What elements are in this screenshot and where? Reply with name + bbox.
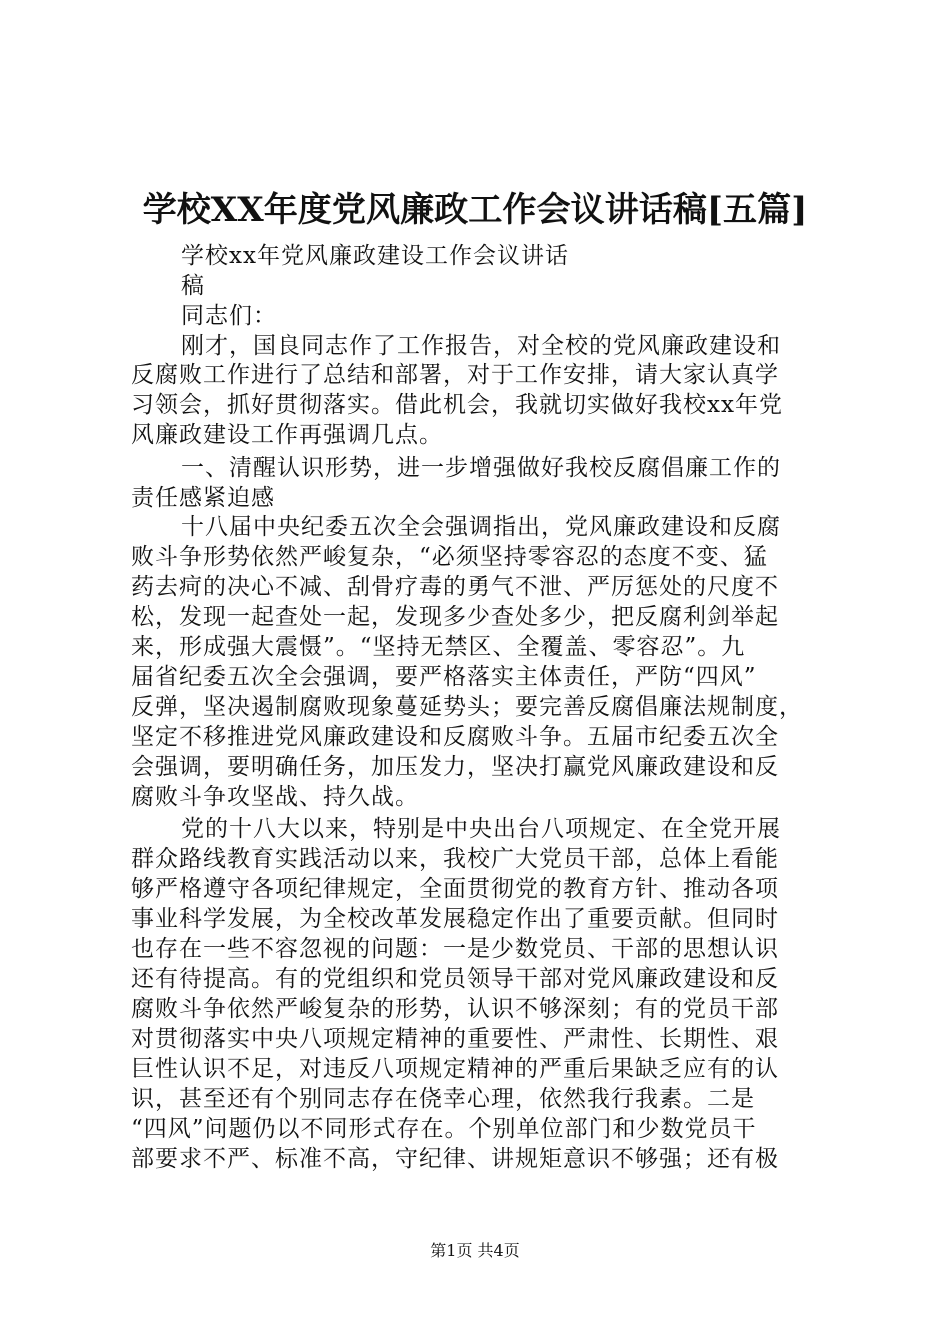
body-line: 一、清醒认识形势，进一步增强做好我校反腐倡廉工作的 [181, 455, 781, 481]
body-line: 部要求不严、标准不高，守纪律、讲规矩意识不够强；还有极 [131, 1146, 779, 1172]
body-line: 来，形成强大震慑”。“坚持无禁区、全覆盖、零容忍”。九 [131, 634, 746, 660]
body-line: 腐败斗争依然严峻复杂的形势，认识不够深刻；有的党员干部 [131, 996, 779, 1022]
body-line: 反弹，坚决遏制腐败现象蔓延势头；要完善反腐倡廉法规制度， [131, 694, 803, 720]
body-line: 刚才，国良同志作了工作报告，对全校的党风廉政建设和 [181, 333, 781, 359]
body-line: 也存在一些不容忽视的问题：一是少数党员、干部的思想认识 [131, 936, 779, 962]
body-line: 药去疴的决心不减、刮骨疗毒的勇气不泄、严厉惩处的尺度不 [131, 574, 779, 600]
body-line: 事业科学发展，为全校改革发展稳定作出了重要贡献。但同时 [131, 906, 779, 932]
body-line: 会强调，要明确任务，加压发力，坚决打赢党风廉政建设和反 [131, 754, 779, 780]
body-line: 松，发现一起查处一起，发现多少查处多少，把反腐利剑举起 [131, 604, 779, 630]
body-line: 群众路线教育实践活动以来，我校广大党员干部，总体上看能 [131, 846, 779, 872]
body-line: 党的十八大以来，特别是中央出台八项规定、在全党开展 [181, 816, 781, 842]
page-footer: 第1页 共4页 [430, 1241, 520, 1260]
body-line: 责任感紧迫感 [131, 485, 275, 511]
body-line: 届省纪委五次全会强调，要严格落实主体责任，严防“四风” [131, 664, 757, 690]
body-line: 败斗争形势依然严峻复杂，“必须坚持零容忍的态度不变、猛 [131, 544, 768, 570]
body-line: 风廉政建设工作再强调几点。 [131, 422, 443, 448]
body-line: 识，甚至还有个别同志存在侥幸心理，依然我行我素。二是 [131, 1086, 755, 1112]
body-line: 还有待提高。有的党组织和党员领导干部对党风廉政建设和反 [131, 966, 779, 992]
body-line: 十八届中央纪委五次全会强调指出，党风廉政建设和反腐 [181, 514, 781, 540]
body-line: 对贯彻落实中央八项规定精神的重要性、严肃性、长期性、艰 [131, 1026, 779, 1052]
body-line: 稿 [181, 273, 205, 299]
body-line: 习领会，抓好贯彻落实。借此机会，我就切实做好我校xx年党 [131, 392, 783, 418]
body-line: 学校xx年党风廉政建设工作会议讲话 [181, 243, 569, 269]
body-line: 够严格遵守各项纪律规定，全面贯彻党的教育方针、推动各项 [131, 876, 779, 902]
body-line: 同志们： [181, 303, 277, 329]
document-title: 学校XX年度党风廉政工作会议讲话稿[五篇] [142, 190, 808, 230]
body-line: “四风”问题仍以不同形式存在。个别单位部门和少数党员干 [131, 1116, 757, 1142]
body-line: 腐败斗争攻坚战、持久战。 [131, 784, 419, 810]
body-line: 坚定不移推进党风廉政建设和反腐败斗争。五届市纪委五次全 [131, 724, 779, 750]
body-line: 反腐败工作进行了总结和部署，对于工作安排，请大家认真学 [131, 362, 779, 388]
body-line: 巨性认识不足，对违反八项规定精神的严重后果缺乏应有的认 [131, 1056, 779, 1082]
